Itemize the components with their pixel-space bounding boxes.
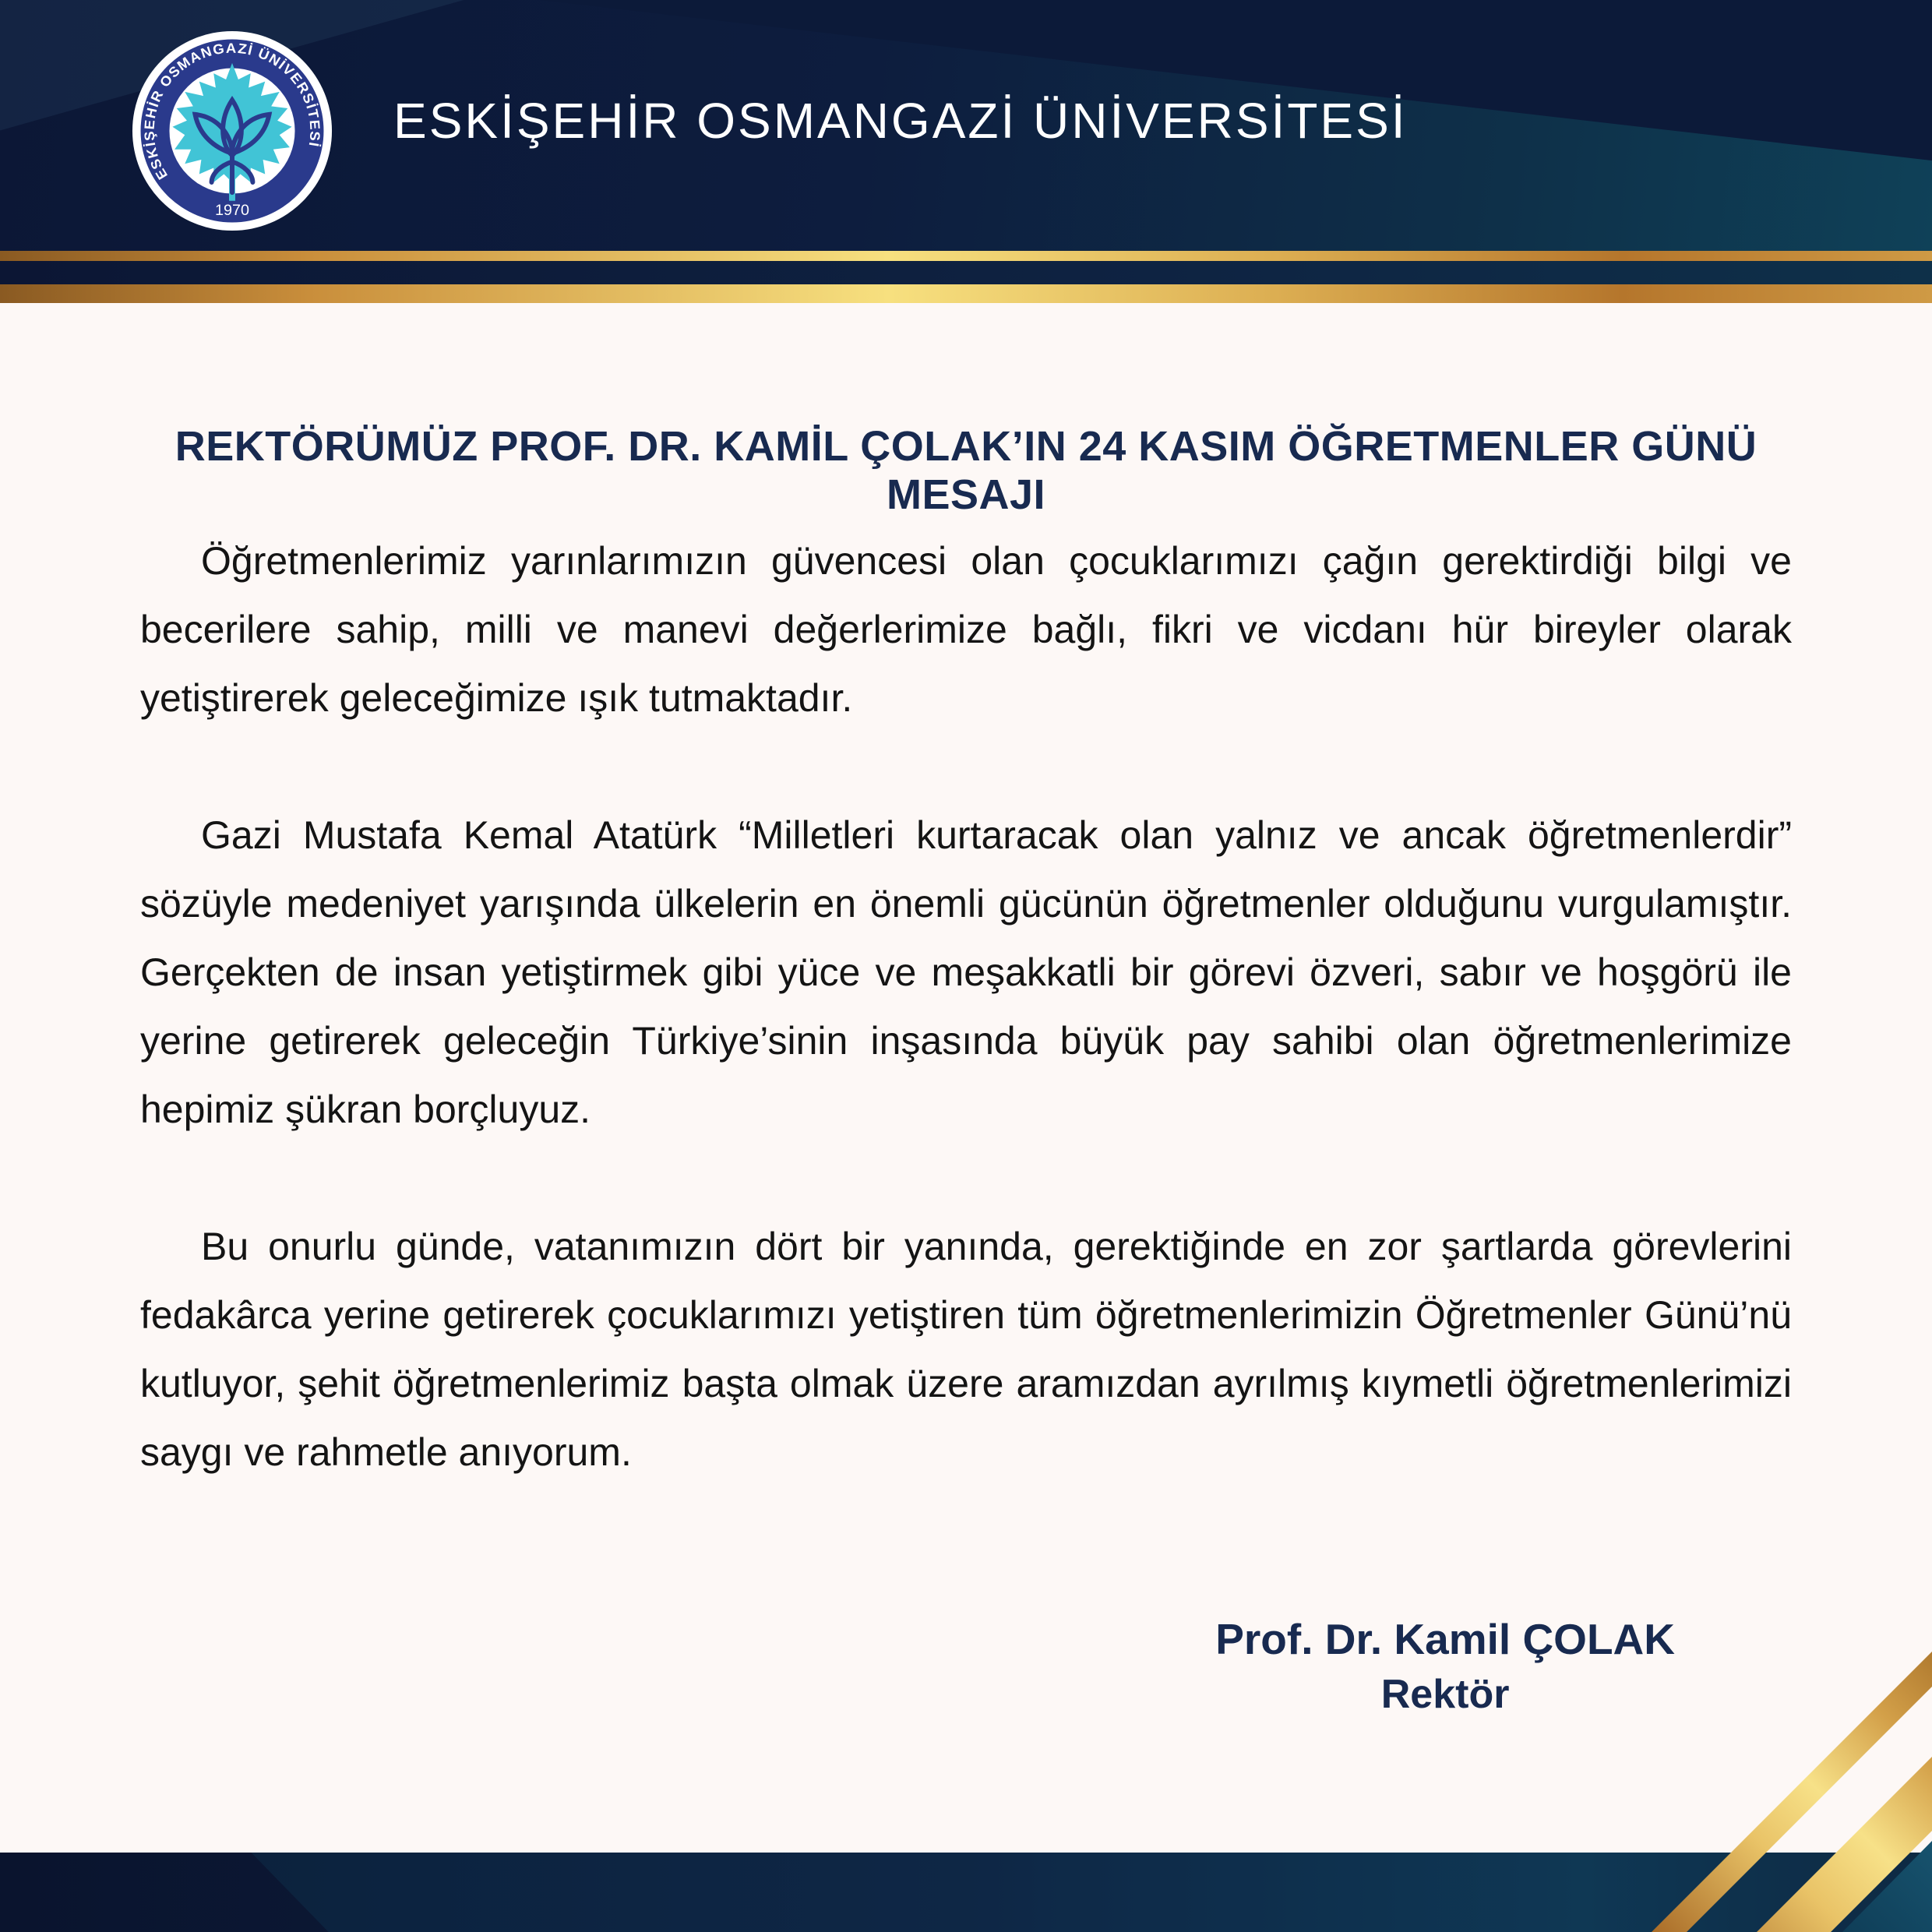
university-name-title: ESKİŞEHİR OSMANGAZİ ÜNİVERSİTESİ [393,93,1408,149]
message-paragraph-1: Öğretmenlerimiz yarınlarımızın güvencesi olan çocuklarımızı çağın gerektirdiği bilgi ve becerilere sahip, milli ve manevi değerlerimize bağlı, fikri ve vicdanı hür bireyler olarak yetiştirerek geleceğimize ışık tutmaktadır. [140,539,1792,720]
university-logo [129,28,335,234]
signature-role: Rektör [1380,1672,1510,1717]
signature-name: Prof. Dr. Kamil ÇOLAK [1215,1615,1675,1663]
gold-divider-thick [0,284,1932,303]
logo-year: 1970 [214,202,250,220]
corner-decoration [1387,1542,1932,1932]
logo-ring-text: ESKİŞEHİR OSMANGAZİ ÜNİVERSİTESİ [141,40,323,183]
message-paragraph-3: Bu onurlu günde, vatanımızın dört bir yanında, gerektiğinde en zor şartlarda görevlerini fedakârca yerine getirerek çocuklarımızı yetiştiren tüm öğretmenlerimizin Öğretmenler Günü’nü kutluyor, şehit öğretmenlerimiz başta olmak üzere aramızdan ayrılmış kıymetli öğretmenlerimizi saygı ve rahmetle anıyorum. [140,1225,1792,1474]
message-body [140,527,1792,1555]
message-heading: REKTÖRÜMÜZ PROF. DR. KAMİL ÇOLAK’IN 24 KASIM ÖĞRETMENLER GÜNÜ MESAJI [175,423,1757,518]
navy-divider-band [0,261,1932,284]
gold-divider-thin [0,251,1932,261]
message-paragraph-2: Gazi Mustafa Kemal Atatürk “Milletleri kurtaracak olan yalnız ve ancak öğretmenlerdir” sözüyle medeniyet yarışında ülkelerin en önemli gücünün öğretmenler olduğunu vurgulamıştır. Gerçekten de insan yetiştirmek gibi yüce ve meşakkatli bir görevi özveri, sabır ve hoşgörü ile yerine getirerek geleceğin Türkiye’sinin inşasında büyük pay sahibi olan öğretmenlerimize hepimiz şükran borçluyuz. [140,813,1792,1131]
